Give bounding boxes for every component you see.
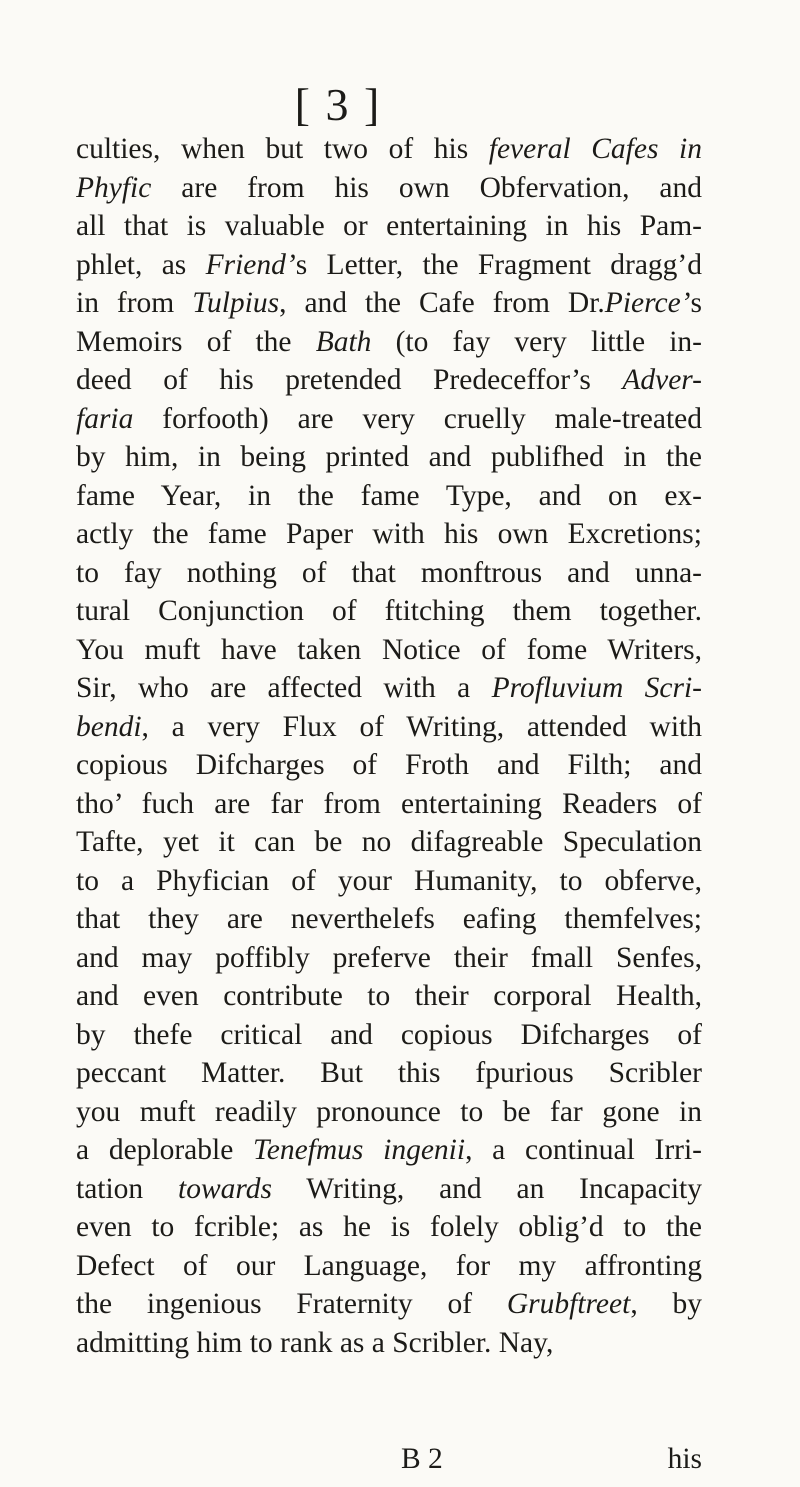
text-line — [76, 592, 702, 631]
text-line — [76, 1131, 702, 1170]
body-text — [76, 130, 702, 1362]
text-segment: admitting him to rank as a Scribler. Nay, — [76, 1326, 554, 1359]
text-segment: by thefe critical and copious Difcharges of — [76, 1018, 702, 1051]
text-segment: Memoirs of the — [76, 325, 316, 358]
text-line — [76, 823, 702, 862]
text-segment: are from his own Obfervation, and — [151, 171, 702, 204]
italic-text: Profluvium Scri- — [491, 672, 702, 704]
text-segment: to fay nothing of that monftrous and unna- — [76, 556, 702, 589]
text-line — [76, 477, 702, 516]
italic-text: Tenefmus ingenii — [253, 1134, 466, 1166]
italic-text: Grubftreet — [506, 1288, 631, 1320]
text-line — [76, 361, 702, 400]
text-line — [76, 207, 702, 246]
text-segment: in from — [76, 287, 193, 319]
text-segment: a deplorable — [76, 1134, 254, 1166]
text-line — [76, 977, 702, 1016]
text-segment: , a continual Irri- — [465, 1134, 702, 1166]
text-segment: forfooth) are very cruelly male-treated — [133, 402, 702, 435]
text-line — [76, 1016, 702, 1055]
text-line — [76, 862, 702, 901]
text-line — [76, 900, 702, 939]
text-line — [76, 708, 702, 747]
text-line — [76, 284, 702, 323]
text-segment: You muft have taken Notice of fome Writers, — [76, 633, 702, 666]
page-footer — [76, 1439, 702, 1479]
text-segment: copious Difcharges of Froth and Filth; and — [76, 749, 702, 781]
italic-text: Tulpius — [192, 287, 280, 319]
text-segment: and may poffibly preferve their fmall Senfes, — [76, 941, 702, 974]
text-segment: to a Phyfician of your Humanity, to obferve, — [76, 864, 702, 897]
italic-text: bendi — [76, 710, 142, 743]
text-line — [76, 746, 702, 785]
text-segment: s Letter, the Fragment dragg’d — [295, 248, 702, 281]
text-segment: , by — [630, 1288, 702, 1320]
text-segment: tural Conjunction of ftitching them together. — [76, 595, 702, 627]
text-line — [76, 438, 702, 477]
text-line — [76, 1247, 702, 1286]
page-number: [ 3 ] — [294, 79, 382, 130]
italic-text: Phyfic — [76, 171, 152, 204]
page-header — [0, 79, 800, 130]
text-segment: and even contribute to their corporal Health, — [76, 980, 702, 1012]
text-segment: , and the Cafe from Dr. — [279, 287, 605, 319]
text-segment: , a very Flux of Writing, attended with — [141, 710, 702, 743]
text-line — [76, 1093, 702, 1132]
italic-text: faria — [76, 402, 134, 435]
text-segment: even to fcrible; as he is folely oblig’d to the — [76, 1211, 702, 1243]
text-line — [76, 554, 702, 593]
text-line — [76, 631, 702, 670]
text-segment: phlet, as — [76, 248, 206, 281]
text-segment: actly the fame Paper with his own Excretions; — [76, 518, 702, 550]
text-line — [76, 939, 702, 978]
text-segment: you muft readily pronounce to be far gone in — [76, 1095, 702, 1128]
text-segment: tation — [76, 1172, 179, 1205]
text-segment: Defect of our Language, for my affronting — [76, 1249, 702, 1282]
text-segment: Writing, and an Incapacity — [272, 1172, 702, 1205]
text-line — [76, 1324, 702, 1363]
text-line — [76, 169, 702, 208]
text-segment: Tafte, yet it can be no difagreable Speculation — [76, 826, 702, 858]
italic-text: feveral Cafes in — [488, 133, 702, 165]
text-line — [76, 1208, 702, 1247]
text-line — [76, 130, 702, 169]
catchword: his — [667, 1443, 702, 1475]
text-line — [76, 246, 702, 285]
text-line — [76, 323, 702, 362]
text-segment: that they are neverthelefs eafing themfelves; — [76, 903, 702, 935]
text-segment: deed of his pretended Predeceffor’s — [76, 364, 623, 396]
text-line — [76, 515, 702, 554]
text-line — [76, 1285, 702, 1324]
italic-text: Bath — [315, 325, 372, 358]
text-segment: by him, in being printed and publifhed in the — [76, 441, 702, 473]
text-line — [76, 1170, 702, 1209]
text-segment: the ingenious Fraternity of — [76, 1288, 507, 1320]
italic-text: Friend’ — [205, 248, 296, 281]
text-segment: (to fay very little in- — [371, 325, 702, 358]
signature-mark: B 2 — [401, 1443, 443, 1475]
text-line — [76, 669, 702, 708]
italic-text: towards — [178, 1172, 273, 1205]
text-segment: tho’ fuch are far from entertaining Readers of — [76, 787, 702, 820]
text-segment: Sir, who are affected with a — [76, 672, 492, 704]
text-line — [76, 785, 702, 824]
text-segment: all that is valuable or entertaining in his Pam- — [76, 210, 702, 242]
text-line — [76, 400, 702, 439]
text-segment: fame Year, in the fame Type, and on ex- — [76, 479, 702, 512]
text-segment: s — [690, 287, 702, 319]
text-line — [76, 1054, 702, 1093]
text-segment: peccant Matter. But this fpurious Scribler — [76, 1057, 702, 1089]
italic-text: Adver- — [622, 364, 702, 396]
italic-text: Pierce’ — [604, 287, 691, 319]
text-segment: culties, when but two of his — [76, 133, 489, 165]
